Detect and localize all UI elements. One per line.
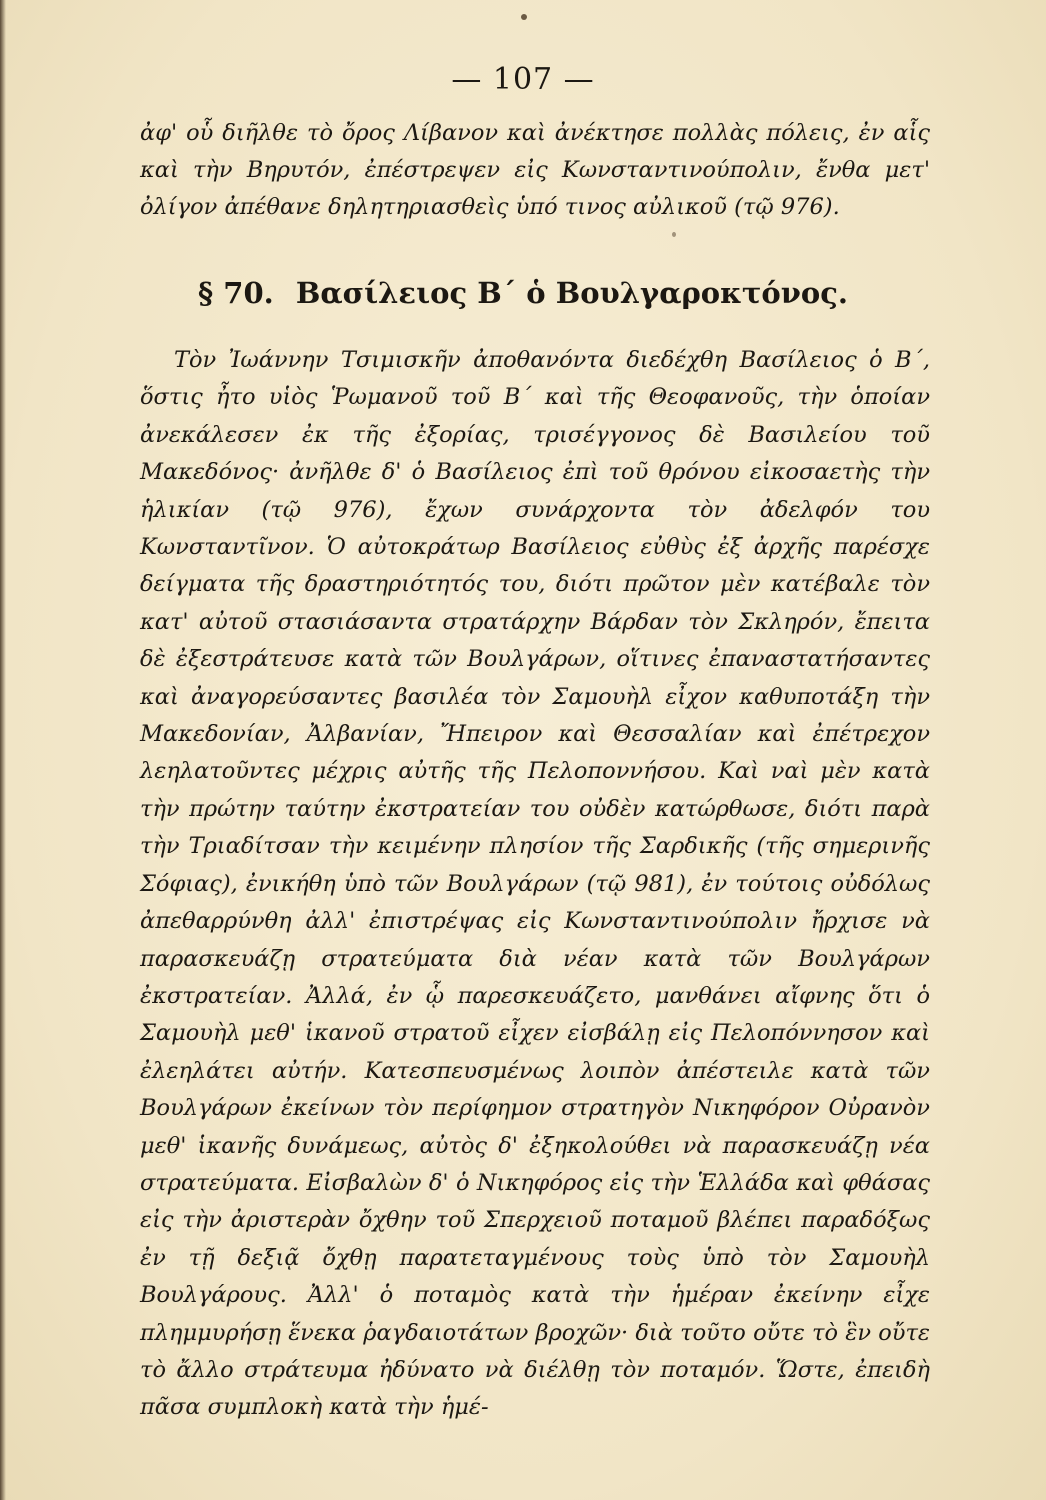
intro-paragraph: ἀφ' οὗ διῆλθε τὸ ὄρος Λίβανον καὶ ἀνέκτησε πολλὰς πόλεις, ἐν αἷς καὶ τὴν Βηρυτόν, ἐπέστρεψεν εἰς Κωνσταντινούπολιν, ἔνθα μετ' ὀλίγον ἀπέθανε δηλητηριασθεὶς ὑπό τινος αὐλικοῦ (τῷ 976). (140, 120, 930, 220)
section-number: § 70. (198, 276, 274, 310)
ink-speck (521, 14, 527, 20)
page-edge-shadow (0, 0, 6, 1500)
page-number: — 107 — (451, 62, 595, 97)
section-heading (0, 276, 1046, 310)
body-paragraph-container (140, 342, 930, 1427)
section-title: Βασίλειος Β΄ ὁ Βουλγαροκτόνος. (295, 276, 848, 310)
ink-speck (672, 232, 676, 237)
body-paragraph: Τὸν Ἰωάννην Τσιμισκῆν ἀποθανόντα διεδέχθη Βασίλειος ὁ Β΄, ὅστις ἦτο υἱὸς Ῥωμανοῦ τοῦ Β΄ καὶ τῆς Θεοφανοῦς, τὴν ὁποίαν ἀνεκάλεσεν ἐκ τῆς ἐξορίας, τρισέγγονος δὲ Βασιλείου τοῦ Μακεδόνος· ἀνῆλθε δ' ὁ Βασίλειος ἐπὶ τοῦ θρόνου εἰκοσαετὴς τὴν ἡλικίαν (τῷ 976), ἔχων συνάρχοντα τὸν ἀδελφόν του Κωνσταντῖνον. Ὁ αὐτοκράτωρ Βασίλειος εὐθὺς ἐξ ἀρχῆς παρέσχε δείγματα τῆς δραστηριότητός του, διότι πρῶτον μὲν κατέβαλε τὸν κατ' αὐτοῦ στασιάσαντα στρατάρχην Βάρδαν τὸν Σκληρόν, ἔπειτα δὲ ἐξεστράτευσε κατὰ τῶν Βουλγάρων, οἵτινες ἐπαναστατήσαντες καὶ ἀναγορεύσαντες βασιλέα τὸν Σαμουὴλ εἶχον καθυποτάξη τὴν Μακεδονίαν, Ἀλβανίαν, Ἤπειρον καὶ Θεσσαλίαν καὶ ἐπέτρεχον λεηλατοῦντες μέχρις αὐτῆς τῆς Πελοποννήσου. Καὶ ναὶ μὲν κατὰ τὴν πρώτην ταύτην ἐκστρατείαν του οὐδὲν κατώρθωσε, διότι παρὰ τὴν Τριαδίτσαν τὴν κειμένην πλησίον τῆς Σαρδικῆς (τῆς σημερινῆς Σόφιας), ἐνικήθη ὑπὸ τῶν Βουλγάρων (τῷ 981), ἐν τούτοις οὐδόλως ἀπεθαρρύνθη ἀλλ' ἐπιστρέψας εἰς Κωνσταντινούπολιν ἤρχισε νὰ παρασκευάζῃ στρατεύματα διὰ νέαν κατὰ τῶν Βουλγάρων ἐκστρατείαν. Ἀλλά, ἐν ᾧ παρεσκευάζετο, μανθάνει αἴφνης ὅτι ὁ Σαμουὴλ μεθ' ἱκανοῦ στρατοῦ εἶχεν εἰσβάλῃ εἰς Πελοπόννησον καὶ ἐλεηλάτει αὐτήν. Κατεσπευσμένως λοιπὸν ἀπέστειλε κατὰ τῶν Βουλγάρων ἐκείνων τὸν περίφημον στρατηγὸν Νικηφόρον Οὐρανὸν μεθ' ἱκανῆς δυνάμεως, αὐτὸς δ' ἐξηκολούθει νὰ παρασκευάζῃ νέα στρατεύματα. Εἰσβαλὼν δ' ὁ Νικηφόρος εἰς τὴν Ἑλλάδα καὶ φθάσας εἰς τὴν ἀριστερὰν ὄχθην τοῦ Σπερχειοῦ ποταμοῦ βλέπει παραδόξως ἐν τῇ δεξιᾷ ὄχθῃ παρατεταγμένους τοὺς ὑπὸ τὸν Σαμουὴλ Βουλγάρους. Ἀλλ' ὁ ποταμὸς κατὰ τὴν ἡμέραν ἐκείνην εἶχε πλημμυρήσῃ ἕνεκα ῥαγδαιοτάτων βροχῶν· διὰ τοῦτο οὔτε τὸ ἓν οὔτε τὸ ἄλλο στράτευμα ἠδύνατο νὰ διέλθῃ τὸν ποταμόν. Ὥστε, ἐπειδὴ πᾶσα συμπλοκὴ κατὰ τὴν ἡμέ- (140, 347, 930, 1421)
